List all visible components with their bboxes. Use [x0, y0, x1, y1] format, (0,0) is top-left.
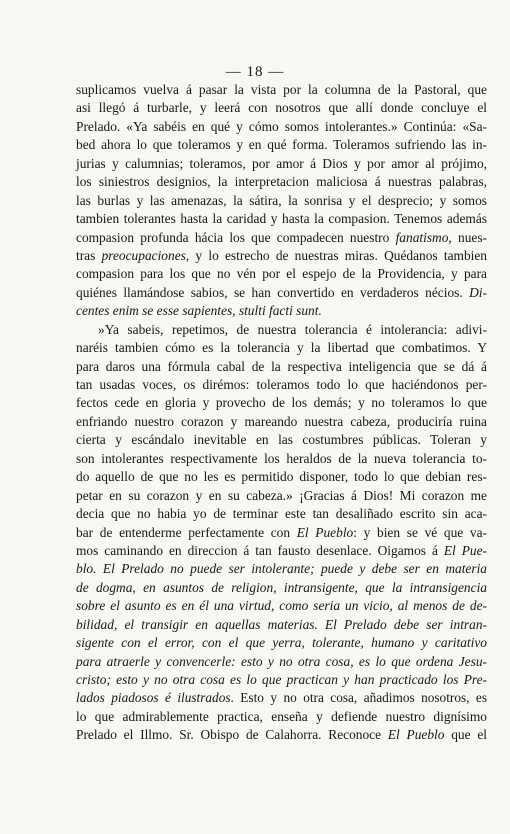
text-line [76, 358, 487, 376]
text-run: suplicamos vuelva á pasar la vista por la columna de la Pastoral, que [76, 82, 487, 97]
italic-text: de dogma, en asuntos de religion, intransigente, que la intransigencia [76, 579, 487, 595]
text-line [76, 450, 487, 468]
text-run: : y bien se vé que va- [353, 524, 487, 540]
italic-text: sobre el asunto es en él una virtud, como seria un vicio, al menos de de- [76, 598, 487, 614]
text-line [76, 468, 487, 486]
text-line [76, 247, 487, 265]
text-run: do aquello de que no les es permitido disponer, todo lo que debian res- [76, 469, 487, 485]
text-run: naréis tambien cómo es la tolerancia y la libertad que combatimos. Y [76, 340, 487, 356]
body-text [76, 81, 487, 745]
italic-text: cristo; esto y no otra cosa es lo que practican y han practicado los Pre- [76, 672, 487, 687]
italic-text: para atraerle y convencerle: esto y no otra cosa, es lo que ordena Jesu- [76, 653, 487, 669]
text-run: enfriando nuestro corazon y mareando nuestra cabeza, produciría ruina [76, 413, 487, 429]
text-line [76, 394, 487, 412]
text-run: , y lo estrecho de nuestras miras. Quédanos tambien [185, 247, 487, 263]
text-line [76, 413, 487, 431]
text-line [76, 487, 487, 505]
text-line [76, 302, 487, 320]
text-run: los siniestros designios, la interpretacion maliciosa á nuestras palabras, [76, 174, 487, 190]
text-line [76, 431, 487, 449]
italic-text: El Pueblo [387, 727, 445, 743]
text-line [76, 671, 487, 689]
text-run: para daros una fórmula cabal de la respectiva inteligencia que se dá á [76, 358, 487, 374]
text-line [76, 560, 487, 578]
text-line [76, 689, 487, 707]
text-run: mos caminando en direccion á tan fausto desenlace. Oigamos á [76, 542, 444, 558]
text-run: tan usadas voces, os dirémos: toleramos todo lo que haciéndonos per- [76, 377, 487, 392]
italic-text: El Pue- [443, 542, 487, 558]
text-line [76, 708, 487, 726]
text-run: Prelado. «Ya sabéis en qué y cómo somos intolerantes.» Continúa: «Sa- [76, 118, 487, 134]
text-run: tambien tolerantes hasta la caridad y hasta la compasion. Tenemos además [76, 211, 487, 227]
text-run: »Ya sabeis, repetimos, de nuestra tolerancia é intolerancia: adivi- [98, 321, 487, 337]
text-run: bed ahora lo que toleramos y en qué forma. Toleramos sufriendo las in- [76, 137, 487, 153]
text-run: las burlas y las amenazas, la sátira, la sonrisa y el desprecio; y somos [76, 192, 487, 208]
text-run: que el [444, 727, 487, 743]
text-run: asi llegó á turbarle, y leerá con nosotros que allí donde concluye el [76, 100, 487, 116]
text-run: quiénes llamándose sabios, se han convertido en verdaderos nécios. [76, 284, 470, 300]
text-run: lo que admirablemente practica, enseña y defiende nuestro dignísimo [76, 708, 487, 724]
italic-text: preocupaciones [101, 247, 186, 263]
text-line [76, 192, 487, 210]
text-run: bar de entenderme perfectamente con [76, 524, 297, 540]
italic-text: Di- [469, 284, 487, 300]
text-run: . Esto y no otra cosa, añadimos nosotros, es [230, 690, 487, 706]
italic-text: centes enim se esse sapientes, stulti facti sunt. [76, 303, 322, 319]
text-run: compasion profunda hácia los que compadecen nuestro [76, 229, 396, 245]
text-run: cierta y escándalo inevitable en las costumbres públicas. Toleran y [76, 432, 487, 448]
text-line [76, 653, 487, 671]
text-run: petar en su corazon y en su cabeza.» ¡Gracias á Dios! Mi corazon me [76, 487, 487, 503]
italic-text: El Pueblo [296, 524, 354, 540]
text-line [76, 173, 487, 191]
text-line [76, 376, 487, 394]
text-run: fectos cede en gloria y provecho de los demás; y no toleramos lo que [76, 395, 487, 411]
text-run: decia que no habia yo de terminar este tan desaliñado escrito sin aca- [76, 506, 487, 522]
text-line [76, 136, 487, 154]
text-run: Prelado el Illmo. Sr. Obispo de Calahorra. Reconoce [76, 727, 388, 743]
text-line [76, 579, 487, 597]
text-line [76, 265, 487, 283]
text-line [76, 210, 487, 228]
text-line [76, 726, 487, 744]
text-line [76, 542, 487, 560]
page-number: — 18 — [225, 64, 285, 80]
text-run: son intolerantes respectivamente los heraldos de la nueva tolerancia to- [76, 450, 487, 466]
text-line [76, 321, 487, 339]
italic-text: lados piadosos é ilustrados [76, 690, 231, 706]
text-line [76, 81, 487, 99]
text-line [76, 118, 487, 136]
text-line [76, 505, 487, 523]
text-run: , nues- [448, 229, 487, 245]
text-line [76, 284, 487, 302]
text-line [76, 229, 487, 247]
text-run: tras [76, 247, 102, 263]
italic-text: fanatismo [395, 229, 449, 245]
text-line [76, 616, 487, 634]
text-line [76, 597, 487, 615]
italic-text: blo. El Prelado no puede ser intolerante; puede y debe ser en materia [76, 561, 487, 577]
text-line [76, 339, 487, 357]
text-line [76, 99, 487, 117]
text-run: jurias y calumnias; toleramos, por amor á Dios y por amor al prójimo, [76, 155, 487, 171]
italic-text: bilidad, el transigir en aquellas materias. El Prelado debe ser intran- [76, 616, 487, 632]
text-line [76, 155, 487, 173]
text-line [76, 634, 487, 652]
italic-text: sigente con el error, con el que yerra, tolerante, humano y caritativo [76, 635, 487, 651]
text-run: compasion para los que no vén por el espejo de la Providencia, y para [76, 266, 487, 282]
text-line [76, 524, 487, 542]
